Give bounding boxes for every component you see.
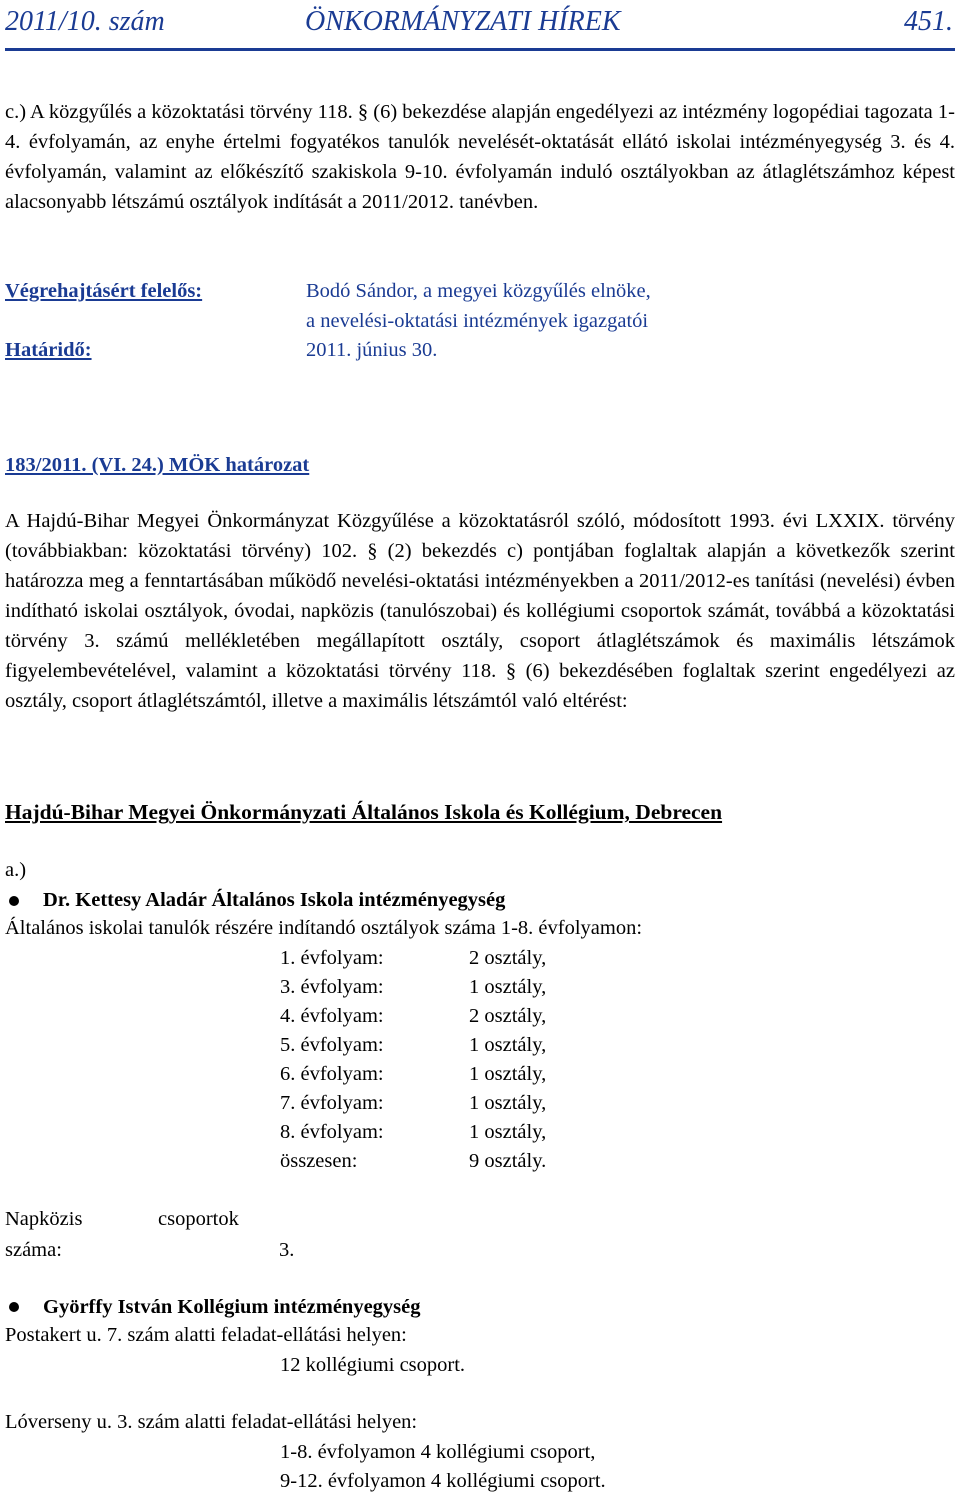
grade-label: 4. évfolyam: (280, 1005, 384, 1027)
unit2-name: Györffy István Kollégium intézményegység (43, 1296, 421, 1318)
unit1-description: Általános iskolai tanulók részére indítandó osztályok száma 1-8. évfolyamon: (5, 917, 643, 939)
grade-label: 6. évfolyam: (280, 1063, 384, 1085)
page-number: 451. (904, 6, 953, 37)
grade-count: 1 osztály, (469, 976, 547, 998)
institution-title: Hajdú-Bihar Megyei Önkormányzati Általános Iskola és Kollégium, Debrecen (5, 800, 723, 824)
issue-number: 2011/10. szám (5, 6, 165, 37)
publication-title: ÖNKORMÁNYZATI HÍREK (305, 6, 621, 37)
site1-value: 12 kollégiumi csoport. (280, 1354, 466, 1376)
section-label: a.) (5, 859, 27, 881)
grade-label: 7. évfolyam: (280, 1092, 384, 1114)
grade-count: 1 osztály, (469, 1063, 547, 1085)
site1-label: Postakert u. 7. szám alatti feladat-ellátási helyen: (5, 1324, 407, 1346)
napkozis-label-cont: csoportok (158, 1208, 239, 1230)
resolution-title: 183/2011. (VI. 24.) MÖK határozat (5, 454, 310, 476)
responsible-line1: Bodó Sándor, a megyei közgyűlés elnöke, (306, 280, 651, 302)
site2-label: Lóverseny u. 3. szám alatti feladat-ellátási helyen: (5, 1411, 418, 1433)
site2-line1: 1-8. évfolyamon 4 kollégiumi csoport, (280, 1441, 596, 1463)
grade-label: 3. évfolyam: (280, 976, 384, 998)
grade-count: 2 osztály, (469, 947, 547, 969)
grade-label: 8. évfolyam: (280, 1121, 384, 1143)
grade-count: 1 osztály, (469, 1092, 547, 1114)
grade-count: 1 osztály, (469, 1034, 547, 1056)
grade-count: 2 osztály, (469, 1005, 547, 1027)
responsible-line2: a nevelési-oktatási intézmények igazgatói (306, 310, 649, 332)
site2-line2: 9-12. évfolyamon 4 kollégiumi csoport. (280, 1470, 606, 1492)
deadline-label: Határidő: (5, 339, 92, 361)
deadline-value: 2011. június 30. (306, 339, 438, 361)
intro-paragraph: c.) A közgyűlés a közoktatási törvény 118. § (6) bekezdése alapján engedélyezi az intézmény logopédiai tagozata 1-4. évfolyamán, az enyhe értelmi fogyatékos tanulók nevelését-oktatását ellátó iskolai intézményegység 3. és 4. évfolyamán, valamint az előkészítő szakiskola 9-10. évfolyamán induló osztályokban az átlaglétszámhoz képest alacsonyabb létszámú osztályok indítását a 2011/2012. tanévben. (5, 101, 955, 213)
unit1-name: Dr. Kettesy Aladár Általános Iskola intézményegység (43, 889, 506, 911)
napkozis-label: Napközis (5, 1208, 83, 1230)
bullet-icon (9, 1302, 19, 1312)
bullet-icon (9, 896, 19, 906)
grade-label: 5. évfolyam: (280, 1034, 384, 1056)
grade-count: 9 osztály. (469, 1150, 547, 1172)
napkozis-value: 3. (279, 1239, 295, 1261)
resolution-paragraph: A Hajdú-Bihar Megyei Önkormányzat Közgyűlése a közoktatásról szóló, módosított 1993. évi LXXIX. törvény (továbbiakban: közoktatási törvény) 102. § (2) bekezdés c) pontjában foglaltak alapján a következők szerint határozza meg a fenntartásában működő nevelési-oktatási intézményekben a 2011/2012-es tanítási (nevelési) évben indítható iskolai osztályok, óvodai, napközis (tanulószobai) és kollégiumi csoportok számát, továbbá a közoktatási törvény 3. számú mellékletében megállapított osztály, csoport átlaglétszámok és maximális létszámok figyelembevételével, valamint a közoktatási törvény 118. § (6) bekezdésében foglaltak szerint engedélyezi az osztály, csoport átlaglétszámtól, illetve a maximális létszámtól való eltérést: (5, 510, 955, 712)
responsible-label: Végrehajtásért felelős: (5, 280, 203, 302)
grade-count: 1 osztály, (469, 1121, 547, 1143)
grade-label: 1. évfolyam: (280, 947, 384, 969)
napkozis-label-end: száma: (5, 1239, 62, 1261)
grade-label: összesen: (280, 1150, 358, 1172)
page-header (5, 4, 955, 51)
